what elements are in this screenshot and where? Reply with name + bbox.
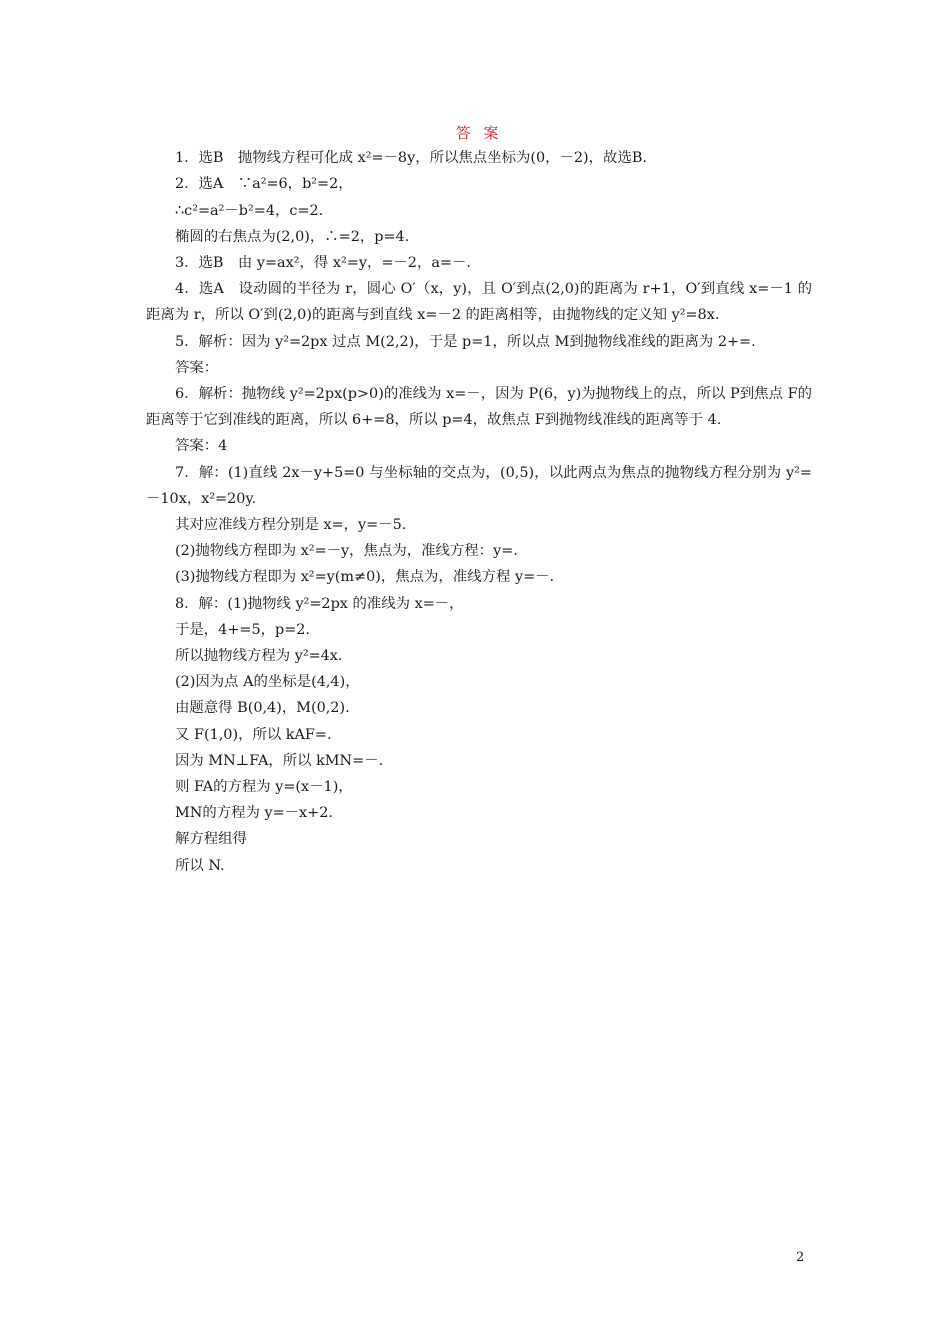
answer-line: 答案： [175,359,219,376]
answer-line: 6．解析：抛物线 y²=2px(p>0)的准线为 x=－，因为 P(6，y)为抛物线上的点，所以 P到焦点 F的距离等于它到准线的距离，所以 6+=8，所以 p=4，故焦点 F到抛物线准线的距离等于 4. [146,386,812,429]
answer-line: 所以 N. [175,857,225,874]
answer-line: 又 F(1,0)，所以 kAF=. [175,726,332,743]
answer-line: 5．解析：因为 y²=2px 过点 M(2,2)，于是 p=1，所以点 M到抛物线准线的距离为 2+=. [175,333,756,350]
answer-line: 1．选B 抛物线方程可化成 x²=－8y，所以焦点坐标为(0，－2)，故选B. [175,150,647,167]
answer-line: 答案：4 [175,438,228,455]
answer-line: 其对应准线方程分别是 x=，y=－5. [175,517,407,534]
answer-line: 于是，4+=5，p=2. [175,621,310,638]
answer-line: MN的方程为 y=－x+2. [175,805,333,822]
answer-line: ∴c²=a²－b²=4，c=2. [175,202,324,219]
document-body [146,120,812,879]
answer-line: (2)因为点 A的坐标是(4,4)， [175,674,360,691]
answer-line: 所以抛物线方程为 y²=4x. [175,648,343,665]
answer-line: 7．解：(1)直线 2x－y+5=0 与坐标轴的交点为，(0,5)，以此两点为焦点的抛物线方程分别为 y²=－10x，x²=20y. [146,464,812,507]
answer-line: 解方程组得 [175,831,247,848]
answer-line: 8．解：(1)抛物线 y²=2px 的准线为 x=－， [175,595,464,612]
answer-title: 答 案 [455,124,503,142]
answer-line: 因为 MN⊥FA，所以 kMN=－. [175,752,384,769]
answer-line: (3)抛物线方程即为 x²=y(m≠0)，焦点为，准线方程 y=－. [175,569,555,586]
answer-line: 4．选A 设动圆的半径为 r，圆心 O′（x，y)，且 O′到点(2,0)的距离为 r+1，O′到直线 x=－1 的距离为 r，所以 O′到(2,0)的距离与到直线 x=－2 的距离相等，由抛物线的定义知 y²=8x. [146,281,812,324]
answer-lines [146,145,812,879]
answer-line: 椭圆的右焦点为(2,0)，∴=2，p=4. [175,228,410,245]
answer-line: 2．选A ∵a²=6，b²=2， [175,176,353,193]
answer-line: 由题意得 B(0,4)，M(0,2). [175,700,350,717]
answer-line: 3．选B 由 y=ax²，得 x²=y，=－2，a=－. [175,255,471,272]
answer-line: (2)抛物线方程即为 x²=－y，焦点为，准线方程：y=. [175,543,518,560]
page-number: 2 [796,1250,805,1265]
answer-line: 则 FA的方程为 y=(x－1)， [175,779,353,796]
